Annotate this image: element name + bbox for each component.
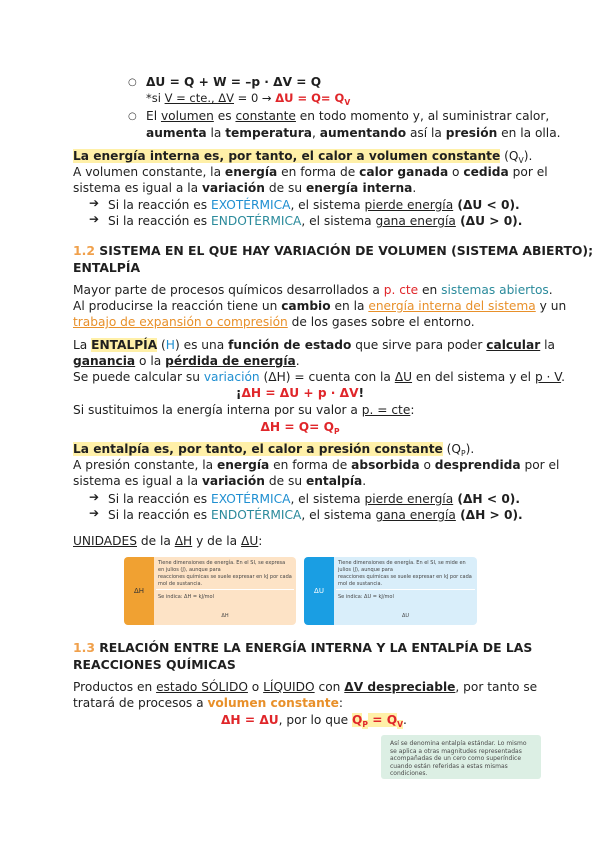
arrow-bullet-icon: ➔ xyxy=(89,490,100,504)
paragraph-line: Mayor parte de procesos químicos desarrollados a p. cte en sistemas abiertos. xyxy=(73,283,553,297)
paragraph-line: A presión constante, la energía en forma de absorbida o desprendida por el xyxy=(73,458,560,472)
paragraph-line: trabajo de expansión o compresión de los gases sobre el entorno. xyxy=(73,315,475,329)
temperature-text: aumenta la temperatura, aumentando así la presión en la olla. xyxy=(146,126,561,140)
note-constant-volume: *si V = cte., $\Delta V = 0 \to \Delta U = Q= Q_V$ xyxy=(146,91,351,107)
volume-constant-text: El volumen es constante en todo momento y, al suministrar calor, xyxy=(146,109,550,123)
formula-delta-h: ¡ΔH = ΔU + p · ΔV! xyxy=(235,386,365,400)
bullet-circle: ○ xyxy=(128,111,137,122)
card-text: ΔU xyxy=(401,613,410,619)
card-text: reacciones químicas se suele expresar en kJ por cada mol de sustancia. xyxy=(158,574,292,587)
units-card-delta-h xyxy=(124,557,296,625)
enthalpy-pressure-definition: La entalpía es, por tanto, el calor a presión constante $(Q_P)$. xyxy=(73,442,475,458)
endothermic-line: Si la reacción es ENDOTÉRMICA, el sistema gana energía (ΔU > 0). xyxy=(108,214,523,228)
formula-dh-du: ΔH = ΔU, por lo que $Q_P = Q_V$. xyxy=(221,713,407,729)
paragraph-line: ganancia o la pérdida de energía. xyxy=(73,354,300,368)
units-card-delta-u xyxy=(304,557,477,625)
exothermic-line: Si la reacción es EXOTÉRMICA, el sistema pierde energía (ΔU < 0). xyxy=(108,198,520,212)
paragraph-line: Al producirse la reacción tiene un cambio en la energía interna del sistema y un xyxy=(73,299,567,313)
card-text: reacciones químicas se suele expresar en kJ por cada mol de sustancia. xyxy=(338,574,472,587)
side-note xyxy=(381,735,541,779)
section-heading-1-2: 1.2 SISTEMA EN EL QUE HAY VARIACIÓN DE VOLUMEN (SISTEMA ABIERTO); xyxy=(73,243,594,258)
formula-delta-u: ΔU = Q + W = –p · ΔV = Q xyxy=(146,75,322,89)
paragraph-line: Productos en estado SÓLIDO o LÍQUIDO con ΔV despreciable, por tanto se xyxy=(73,680,538,694)
units-heading: UNIDADES de la ΔH y de la ΔU: xyxy=(73,534,263,548)
card-text: Se indica: ΔH = kJ/mol xyxy=(158,594,214,600)
side-note-text: Así se denomina entalpía estándar. Lo mismo se aplica a otras magnitudes representadas acompañadas de un cero como superíndice cuando están referidas a estas mismas condiciones. xyxy=(390,740,527,778)
bullet-circle: ○ xyxy=(128,77,137,88)
arrow-bullet-icon: ➔ xyxy=(89,506,100,520)
card-text: Tiene dimensiones de energía. En el SI, se mide en julios (J), aunque para xyxy=(338,560,466,573)
paragraph-line: A volumen constante, la energía en forma de calor ganada o cedida por el xyxy=(73,165,548,179)
exothermic-line: Si la reacción es EXOTÉRMICA, el sistema pierde energía (ΔH < 0). xyxy=(108,492,520,506)
paragraph-line: Se puede calcular su variación (ΔH) = cuenta con la ΔU en del sistema y el p · V. xyxy=(73,370,565,384)
arrow-bullet-icon: ➔ xyxy=(89,212,100,226)
card-text: ΔH xyxy=(221,613,229,619)
section-heading-1-3: 1.3 RELACIÓN ENTRE LA ENERGÍA INTERNA Y LA ENTALPÍA DE LAS xyxy=(73,640,533,655)
card-label: ΔU xyxy=(314,587,324,595)
section-heading-1-2-cont: ENTALPÍA xyxy=(73,260,141,275)
enthalpy-definition: La ENTALPÍA (H) es una función de estado que sirve para poder calcular la xyxy=(73,338,555,352)
paragraph-line: Si sustituimos la energía interna por su valor a p. = cte: xyxy=(73,403,415,417)
formula-delta-h-qp: $\Delta H = Q= Q_P$ xyxy=(260,420,340,436)
card-text: Se indica: ΔU = kJ/mol xyxy=(338,594,394,600)
paragraph-line: sistema es igual a la variación de su entalpía. xyxy=(73,474,367,488)
paragraph-line: sistema es igual a la variación de su energía interna. xyxy=(73,181,417,195)
card-label: ΔH xyxy=(133,587,145,595)
endothermic-line: Si la reacción es ENDOTÉRMICA, el sistema gana energía (ΔH > 0). xyxy=(108,508,523,522)
section-heading-1-3-cont: REACCIONES QUÍMICAS xyxy=(73,657,236,672)
card-text: Tiene dimensiones de energía. En el SI, se expresa en julios (J), aunque para xyxy=(158,560,286,573)
arrow-bullet-icon: ➔ xyxy=(89,196,100,210)
paragraph-line: tratará de procesos a volumen constante: xyxy=(73,696,343,710)
internal-energy-definition: La energía interna es, por tanto, el calor a volumen constante $(Q_V)$. xyxy=(73,149,533,165)
